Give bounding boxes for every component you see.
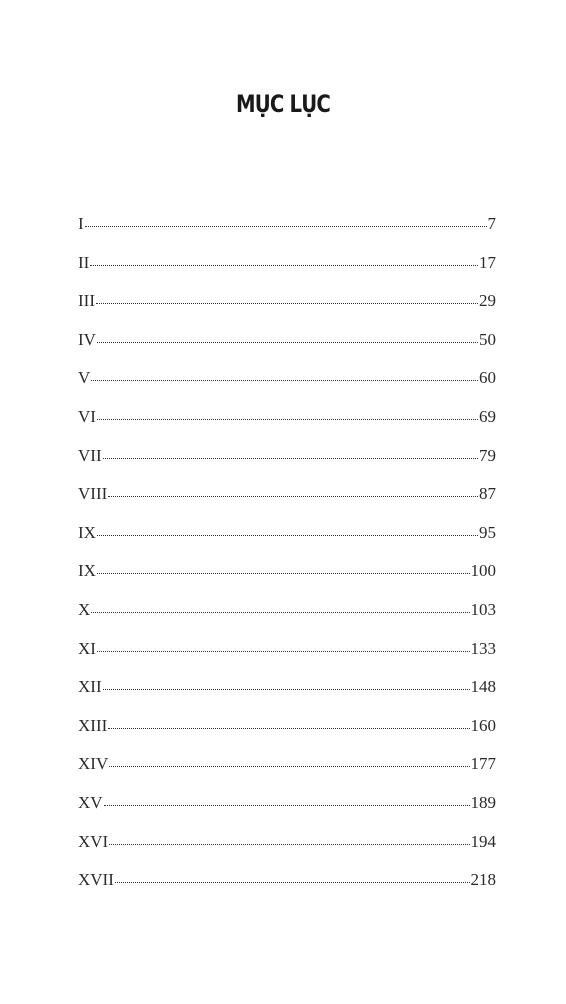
- toc-chapter-label: IX: [78, 561, 96, 581]
- toc-entry[interactable]: [78, 558, 496, 597]
- toc-page-number: 189: [470, 792, 496, 812]
- toc-entry[interactable]: [78, 250, 496, 289]
- toc-chapter-label: XVII: [78, 870, 114, 890]
- toc-chapter-label: III: [78, 291, 95, 311]
- toc-entry[interactable]: [78, 636, 496, 675]
- dot-leader: [97, 342, 478, 343]
- toc-page-number: 218: [470, 870, 496, 890]
- toc-page-number: 29: [479, 291, 496, 311]
- toc-chapter-label: VI: [78, 406, 96, 426]
- dot-leader: [91, 380, 478, 381]
- toc-entry[interactable]: [78, 597, 496, 636]
- toc-page-number: 194: [470, 831, 496, 851]
- toc-chapter-label: VIII: [78, 484, 108, 504]
- toc-chapter-label: XV: [78, 792, 103, 812]
- toc-page-number: 95: [479, 522, 496, 542]
- toc-entry[interactable]: [78, 790, 496, 829]
- dot-leader: [104, 805, 470, 806]
- table-of-contents: [78, 211, 496, 906]
- dot-leader: [103, 689, 470, 690]
- toc-chapter-label: V: [78, 368, 91, 388]
- toc-entry[interactable]: [78, 867, 496, 906]
- toc-entry[interactable]: [78, 520, 496, 559]
- toc-page-number: 100: [470, 561, 496, 581]
- toc-page-number: 50: [479, 329, 496, 349]
- toc-chapter-label: XIII: [78, 715, 108, 735]
- toc-entry[interactable]: [78, 404, 496, 443]
- toc-entry[interactable]: [78, 751, 496, 790]
- toc-chapter-label: X: [78, 599, 91, 619]
- dot-leader: [109, 844, 469, 845]
- toc-page-number: 177: [470, 754, 496, 774]
- toc-entry[interactable]: [78, 443, 496, 482]
- toc-chapter-label: XI: [78, 638, 96, 658]
- toc-entry[interactable]: [78, 327, 496, 366]
- toc-entry[interactable]: [78, 713, 496, 752]
- dot-leader: [109, 766, 469, 767]
- toc-chapter-label: VII: [78, 445, 102, 465]
- dot-leader: [85, 226, 487, 227]
- toc-page-number: 103: [470, 599, 496, 619]
- toc-entry[interactable]: [78, 481, 496, 520]
- dot-leader: [97, 573, 470, 574]
- dot-leader: [90, 265, 478, 266]
- toc-entry[interactable]: [78, 674, 496, 713]
- toc-chapter-label: I: [78, 214, 84, 233]
- dot-leader: [96, 303, 478, 304]
- dot-leader: [97, 535, 478, 536]
- toc-entry[interactable]: [78, 829, 496, 868]
- toc-page-number: 160: [470, 715, 496, 735]
- toc-entry[interactable]: [78, 288, 496, 327]
- toc-page-number: 148: [470, 677, 496, 697]
- dot-leader: [103, 458, 478, 459]
- dot-leader: [115, 882, 470, 883]
- toc-chapter-label: XVI: [78, 831, 109, 851]
- toc-chapter-label: XII: [78, 677, 102, 697]
- toc-entry[interactable]: [78, 211, 496, 250]
- toc-page-number: 87: [479, 484, 496, 504]
- toc-chapter-label: XIV: [78, 754, 109, 774]
- page-title: MỤC LỤC: [235, 90, 331, 118]
- dot-leader: [108, 496, 478, 497]
- toc-page-number: 133: [470, 638, 496, 658]
- toc-page-number: 17: [479, 252, 496, 272]
- dot-leader: [91, 612, 469, 613]
- toc-page-number: 7: [487, 214, 496, 233]
- toc-chapter-label: IX: [78, 522, 96, 542]
- toc-chapter-label: II: [78, 252, 90, 272]
- toc-page-number: 60: [479, 368, 496, 388]
- toc-page-number: 69: [479, 406, 496, 426]
- toc-chapter-label: IV: [78, 329, 96, 349]
- dot-leader: [108, 728, 469, 729]
- dot-leader: [97, 419, 478, 420]
- dot-leader: [97, 651, 470, 652]
- toc-page-number: 79: [479, 445, 496, 465]
- toc-entry[interactable]: [78, 365, 496, 404]
